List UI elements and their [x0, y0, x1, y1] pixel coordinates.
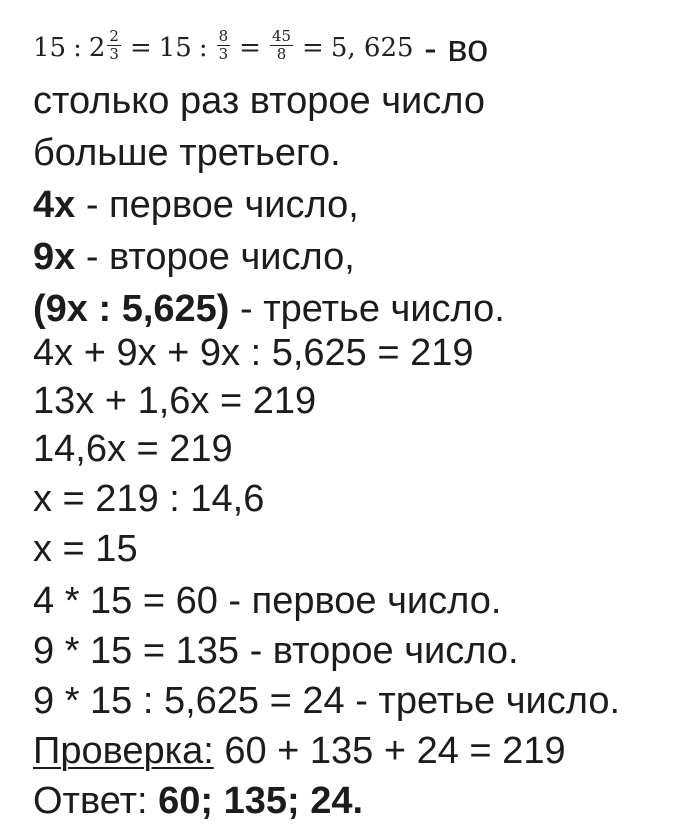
bold-term: 4x	[33, 184, 76, 226]
line-second-number	[33, 233, 355, 281]
fraction-denominator: 3	[109, 45, 119, 64]
equation-line: 9 * 15 = 135 - второе число.	[33, 630, 519, 672]
equation-line: 14,6x = 219	[33, 428, 233, 470]
equation-line: x = 219 : 14,6	[33, 478, 265, 520]
fraction	[107, 29, 121, 62]
answer-label: Ответ:	[33, 780, 159, 822]
math-number: 5, 625	[330, 32, 414, 63]
bold-term: 9x	[33, 236, 76, 278]
answer-values: 60; 135; 24.	[158, 780, 364, 822]
math-operator: :	[73, 32, 82, 63]
fraction	[217, 29, 231, 62]
fraction-numerator: 2	[109, 27, 119, 46]
check-line	[33, 727, 566, 775]
fraction-denominator: 3	[218, 45, 229, 64]
math-operator: =	[239, 32, 261, 63]
math-number: 15	[33, 32, 67, 63]
line-text: столько раз второе число	[33, 80, 485, 122]
equation-line: 4x + 9x + 9x : 5,625 = 219	[33, 332, 474, 374]
fraction-denominator: 8	[276, 45, 287, 64]
line-third-number	[33, 285, 505, 333]
line-text: 60 + 135 + 24 = 219	[213, 730, 566, 772]
line-text: - третье число.	[229, 288, 505, 330]
math-operator: =	[129, 32, 152, 63]
line-ratio-calculation	[33, 25, 488, 75]
math-expression	[33, 24, 414, 72]
equation-line: 13x + 1,6x = 219	[33, 380, 317, 422]
line-text: - первое число,	[75, 184, 359, 226]
check-label: Проверка:	[33, 730, 214, 772]
fraction-numerator: 8	[218, 27, 229, 46]
math-operator: :	[198, 32, 208, 63]
equation-line: x = 15	[33, 528, 138, 570]
fraction	[270, 29, 293, 62]
answer-line	[33, 777, 363, 825]
bold-term: (9x : 5,625)	[33, 288, 230, 330]
math-operator: =	[302, 32, 324, 63]
equation-line: 4 * 15 = 60 - первое число.	[33, 580, 502, 622]
equation-line: 9 * 15 : 5,625 = 24 - третье число.	[33, 680, 621, 722]
math-number: 2	[88, 32, 106, 63]
line-text: больше третьего.	[33, 132, 341, 174]
line-text: - второе число,	[75, 236, 355, 278]
line-text: - во	[413, 28, 489, 70]
fraction-numerator: 45	[271, 27, 292, 46]
line-first-number	[33, 181, 359, 229]
math-number: 15	[158, 32, 192, 63]
